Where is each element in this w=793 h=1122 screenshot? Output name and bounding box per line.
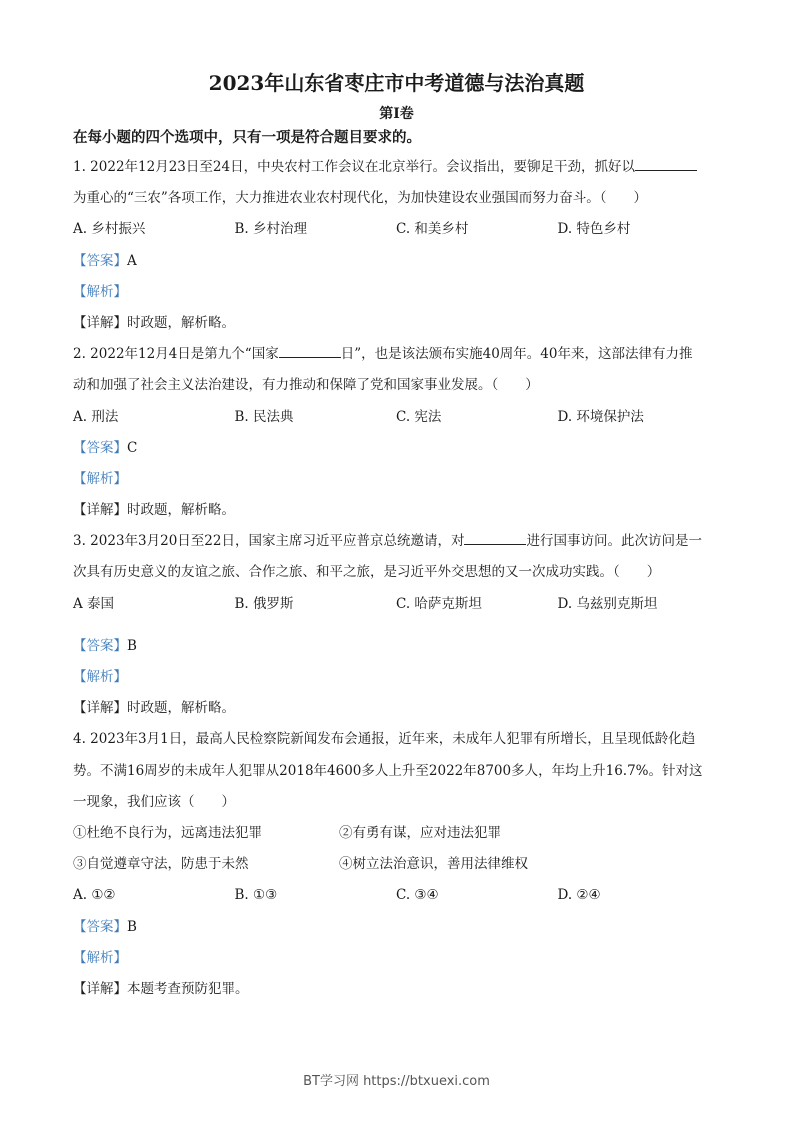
volume-heading: 第Ⅰ卷 xyxy=(379,106,414,122)
statement-3: ③自觉遵章守法，防患于未然 xyxy=(73,856,249,873)
detail-label: 【详解】 xyxy=(73,314,127,331)
option-a: A. 刑法 xyxy=(73,408,119,425)
option-d: D. ②④ xyxy=(557,887,601,904)
detail-text: 本题考查预防犯罪。 xyxy=(127,980,249,997)
detail-line xyxy=(73,308,723,339)
detail-text: 时政题，解析略。 xyxy=(127,700,235,717)
question-text: 3. 2023年3月20日至22日，国家主席习近平应普京总统邀请，对 xyxy=(73,533,465,550)
question-4-statements xyxy=(73,849,723,880)
option-b: B. ①③ xyxy=(234,887,278,904)
fill-blank xyxy=(279,343,341,358)
detail-label: 【详解】 xyxy=(73,980,127,997)
question-text: 日”，也是该法颁布实施40周年。40年来，这部法律有力推 xyxy=(340,346,693,363)
analysis-line xyxy=(73,277,723,308)
footer-watermark: BT学习网 https://btxuexi.com xyxy=(303,1074,490,1089)
analysis-line xyxy=(73,943,723,974)
option-c: C. 宪法 xyxy=(396,408,442,425)
statement-1: ①杜绝不良行为，远离违法犯罪 xyxy=(73,824,262,841)
option-c: C. 哈萨克斯坦 xyxy=(396,595,482,612)
question-2-line-1 xyxy=(73,339,723,370)
detail-line xyxy=(73,974,723,1005)
analysis-label: 【解析】 xyxy=(73,283,127,300)
analysis-label: 【解析】 xyxy=(73,949,127,966)
question-4-line-3: 一现象，我们应该（ ） xyxy=(73,793,235,810)
question-1-line-1 xyxy=(73,152,723,183)
document-title: 2023年山东省枣庄市中考道德与法治真题 xyxy=(208,71,585,95)
option-c: C. 和美乡村 xyxy=(396,221,469,238)
detail-text: 时政题，解析略。 xyxy=(127,314,235,331)
answer-value: B xyxy=(127,918,137,935)
answer-label: 【答案】 xyxy=(73,252,127,269)
question-4-options xyxy=(73,880,723,911)
answer-label: 【答案】 xyxy=(73,918,127,935)
analysis-label: 【解析】 xyxy=(73,669,127,685)
question-3-line-1 xyxy=(73,526,723,557)
answer-line xyxy=(73,246,723,277)
option-b: B. 乡村治理 xyxy=(234,221,308,238)
questions xyxy=(73,152,723,1005)
option-a: A 泰国 xyxy=(73,595,115,612)
instruction: 在每小题的四个选项中，只有一项是符合题目要求的。 xyxy=(73,129,421,146)
option-b: B. 民法典 xyxy=(234,408,294,425)
question-4-line-1: 4. 2023年3月1日，最高人民检察院新闻发布会通报，近年来，未成年人犯罪有所增长，且呈现低龄化趋 xyxy=(73,731,696,748)
question-text: 进行国事访问。此次访问是一 xyxy=(526,533,702,550)
detail-text: 时政题，解析略。 xyxy=(127,502,235,519)
question-4-line-2: 势。不满16周岁的未成年人犯罪从2018年4600多人上升至2022年8700多人，年均上升16.7%。针对这 xyxy=(73,762,703,779)
question-text: 1. 2022年12月23日至24日，中央农村工作会议在北京举行。会议指出，要铆足干劲，抓好以 xyxy=(73,159,636,175)
question-4-statements xyxy=(73,818,723,849)
answer-line xyxy=(73,631,723,662)
detail-line xyxy=(73,693,723,724)
question-2-options xyxy=(73,402,723,433)
question-1-options xyxy=(73,214,723,245)
analysis-label: 【解析】 xyxy=(73,470,127,487)
option-b: B. 俄罗斯 xyxy=(234,595,294,612)
option-a: A. ①② xyxy=(73,887,116,904)
option-d: D. 乌兹别克斯坦 xyxy=(557,595,658,612)
question-3-line-2: 次具有历史意义的友谊之旅、合作之旅、和平之旅，是习近平外交思想的又一次成功实践。（ ） xyxy=(73,564,661,581)
answer-value: B xyxy=(127,637,137,654)
fill-blank xyxy=(635,156,697,171)
answer-label: 【答案】 xyxy=(73,439,127,456)
question-3-options xyxy=(73,589,723,620)
option-d: D. 环境保护法 xyxy=(557,408,644,425)
question-1-line-2: 为重心的“三农”各项工作，大力推进农业农村现代化，为加快建设农业强国而努力奋斗。（ ） xyxy=(73,190,648,207)
statement-4: ④树立法治意识，善用法律维权 xyxy=(339,856,528,873)
answer-label: 【答案】 xyxy=(73,637,127,654)
answer-value: C xyxy=(127,439,138,456)
analysis-line xyxy=(73,662,723,693)
detail-label: 【详解】 xyxy=(73,502,127,519)
spacer xyxy=(73,620,723,631)
statement-2: ②有勇有谋，应对违法犯罪 xyxy=(339,824,501,841)
option-c: C. ③④ xyxy=(396,887,439,904)
fill-blank xyxy=(464,530,526,545)
answer-line xyxy=(73,433,723,464)
answer-line xyxy=(73,912,723,943)
option-d: D. 特色乡村 xyxy=(557,221,631,238)
detail-label: 【详解】 xyxy=(73,700,127,717)
detail-line xyxy=(73,495,723,526)
analysis-line xyxy=(73,464,723,495)
option-a: A. 乡村振兴 xyxy=(73,221,146,238)
answer-value: A xyxy=(127,252,137,269)
question-2-line-2: 动和加强了社会主义法治建设，有力推动和保障了党和国家事业发展。（ ） xyxy=(73,377,539,394)
question-text: 2. 2022年12月4日是第九个“国家 xyxy=(73,346,279,363)
